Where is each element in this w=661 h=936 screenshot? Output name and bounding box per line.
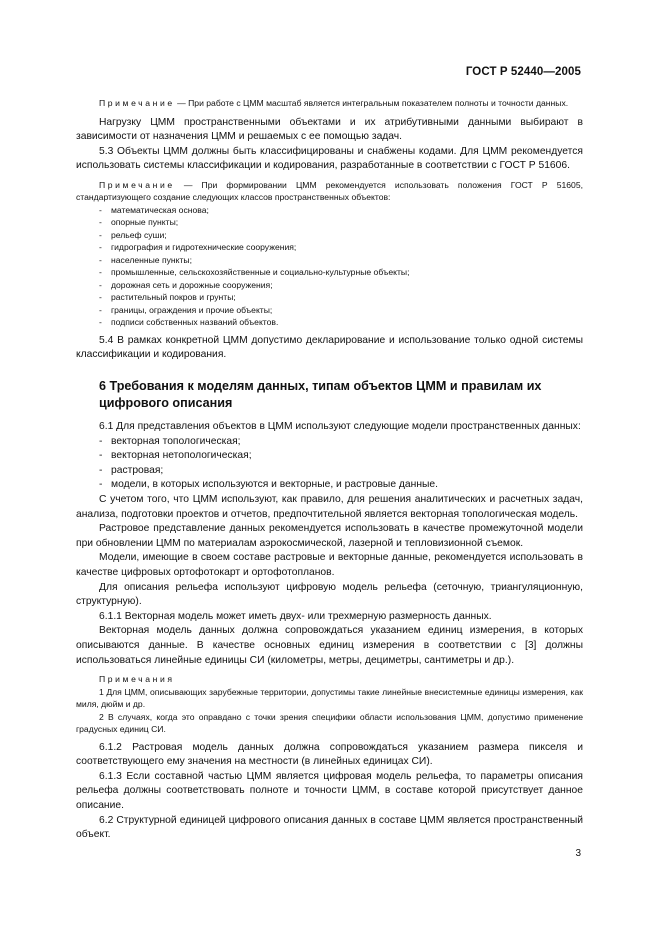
- object-classes-list: [76, 204, 583, 329]
- list-item: - опорные пункты;: [76, 216, 583, 229]
- list-item: - рельеф суши;: [76, 229, 583, 242]
- list-item: - растительный покров и грунты;: [76, 291, 583, 304]
- note-label: Примечание: [99, 98, 175, 108]
- paragraph-5-3: 5.3 Объекты ЦММ должны быть классифицированы и снабжены кодами. Для ЦММ рекомендуется использовать системы классификации и кодирования, разработанные в соответствии с ГОСТ Р 51606.: [76, 145, 583, 172]
- paragraph-load: Нагрузку ЦММ пространственными объектами и их атрибутивными данными выбирают в зависимости от назначения ЦММ и решаемых с ее помощью задач.: [76, 116, 583, 143]
- note-units-foreign: 1 Для ЦММ, описывающих зарубежные территории, допустимы такие линейные внесистемные единицы измерения, как миля, дюйм и др.: [76, 686, 583, 710]
- page-number: 3: [575, 848, 581, 859]
- data-models-list: [76, 435, 583, 493]
- paragraph-raster: Растровое представление данных рекомендуется использовать в качестве промежуточной модели при обновлении ЦММ по материалам аэрокосмической, лазерной и тепловизионной съемок.: [76, 523, 583, 549]
- paragraph-mixed-models: Модели, имеющие в своем составе растровые и векторные данные, рекомендуется использовать в качестве цифровых ортофотокарт и ортофотопланов.: [76, 552, 583, 578]
- note-label: Примечания: [99, 674, 175, 685]
- paragraph-6-2: 6.2 Структурной единицей цифрового описания данных в составе ЦММ является пространственный объект.: [76, 814, 583, 841]
- page-content: [76, 97, 583, 843]
- paragraph-vector-topological: С учетом того, что ЦММ используют, как правило, для решения аналитических и расчетных задач, анализа, подготовки проектов и отчетов, предпочтительной является векторная топологическая модель.: [76, 494, 583, 520]
- notes-label: [76, 673, 583, 686]
- section-6-heading: 6 Требования к моделям данных, типам объектов ЦММ и правилам их цифрового описания: [99, 379, 542, 410]
- paragraph-6-1-1: 6.1.1 Векторная модель может иметь двух- или трехмерную размерность данных.: [99, 610, 492, 622]
- note-label: Примечание: [99, 179, 175, 190]
- standard-id-header: ГОСТ Р 52440—2005: [465, 66, 581, 78]
- paragraph-vector-units: Векторная модель данных должна сопровождаться указанием единиц измерения, в которых описываются данные. В качестве основных единиц измерения в соответствии с [3] должны использоваться линейные единицы СИ (километры, метры, дециметры, сантиметры и др.).: [76, 625, 583, 666]
- list-item: - границы, ограждения и прочие объекты;: [76, 304, 583, 317]
- list-item: - гидрография и гидротехнические сооружения;: [76, 241, 583, 254]
- paragraph-6-1: 6.1 Для представления объектов в ЦММ используют следующие модели пространственных данных:: [99, 421, 581, 433]
- list-item: - математическая основа;: [76, 204, 583, 217]
- paragraph-6-1-2: 6.1.2 Растровая модель данных должна сопровождаться указанием размера пикселя и соответствующего ему значения на местности (в линейных единицах СИ).: [76, 741, 583, 768]
- list-item: - дорожная сеть и дорожные сооружения;: [76, 279, 583, 292]
- note-text: — При работе с ЦММ масштаб является интегральным показателем полноты и точности данных.: [177, 98, 569, 108]
- paragraph-6-1-3: 6.1.3 Если составной частью ЦММ является цифровая модель рельефа, то параметры описания рельефа должны соответствовать полноте и точности ЦММ, в составе которой присутствует данное описание.: [76, 770, 583, 812]
- list-item: - промышленные, сельскохозяйственные и социально-культурные объекты;: [76, 266, 583, 279]
- note-scale: [76, 97, 583, 110]
- list-item: - растровая;: [76, 464, 583, 479]
- list-item: - векторная нетопологическая;: [76, 449, 583, 464]
- list-item: - векторная топологическая;: [76, 435, 583, 450]
- list-item: - подписи собственных названий объектов.: [76, 316, 583, 329]
- note-text: — При формировании ЦММ рекомендуется использовать положения ГОСТ Р 51605, стандартизующего создание следующих классов пространственных объектов:: [76, 179, 583, 203]
- note-units-degrees: 2 В случаях, когда это оправдано с точки зрения специфики области использования ЦММ, допустимо применение градусных единиц СИ.: [76, 711, 583, 735]
- paragraph-relief: Для описания рельефа используют цифровую модель рельефа (сеточную, триангуляционную, структурную).: [76, 581, 583, 608]
- paragraph-5-4: 5.4 В рамках конкретной ЦММ допустимо декларирование и использование только одной системы классификации и кодирования.: [76, 334, 583, 361]
- list-item: - населенные пункты;: [76, 254, 583, 267]
- note-classes: [76, 179, 583, 204]
- list-item: - модели, в которых используются и векторные, и растровые данные.: [76, 478, 583, 493]
